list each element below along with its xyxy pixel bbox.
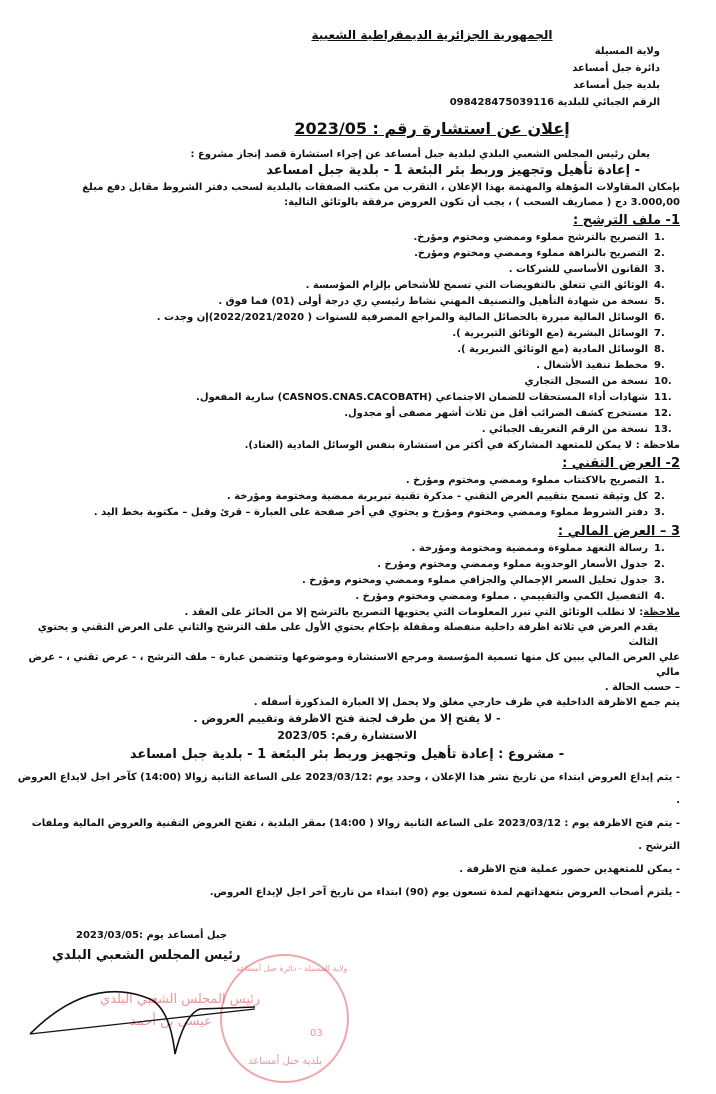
note-text: : لا تطلب الوثائق التي تبرر المعلومات التي يحتويها التصريح بالترشح إلا من الحائز على العقد . bbox=[184, 607, 644, 618]
item-text: التصريح بالترشح مملوء وممضي ومختوم ومؤرخ. bbox=[413, 232, 648, 243]
item-number: 1. bbox=[654, 475, 665, 486]
wilaya-label: ولاية المسيلة bbox=[594, 46, 660, 57]
item-text: الوثائق التي تتعلق بالتفويضات التي تسمح للأشخاص بإلزام المؤسسة . bbox=[305, 280, 648, 291]
signature-block bbox=[0, 924, 716, 1094]
item-number: 3. bbox=[654, 575, 665, 586]
item-text: الوسائل المالية مبررة بالحصائل المالية والمراجع المصرفية للسنوات ( 2022/2021/2020)إن وجدت . bbox=[156, 312, 648, 323]
item-number: 3. bbox=[654, 264, 665, 275]
bullet-opening: - يتم فتح الاظرفة يوم : 2023/03/12 على الساعة الثانية زوالا ( 14:00) بمقر البلدية ، تفتح العروض التقنية والعروض المالية وملفات الترشح . bbox=[31, 818, 680, 852]
paragraph-line-2: 3.000,00 دج ( مصاريف السحب ) ، يجب أن تكون العروض مرفقة بالوثائق التالية: bbox=[284, 197, 680, 208]
item-text: التصريح بالنزاهة مملوء وممضي ومختوم ومؤرخ. bbox=[414, 248, 648, 259]
item-number: 4. bbox=[654, 591, 665, 602]
item-text: الوسائل المادية (مع الوثائق التبريرية ). bbox=[457, 344, 648, 355]
item-text: رسالة التعهد مملوءة وممضية ومختومة ومؤرخة . bbox=[411, 543, 648, 554]
reference-number: الاستشارة رقم: 2023/05 bbox=[277, 729, 417, 742]
item-text: دفتر الشروط مملوء وممضي ومختوم ومؤرخ و يحتوي في أخر صفحة على العبارة – قرئ وقبل – مكتوبة بخط اليد . bbox=[93, 507, 648, 518]
envelope-line-2: علي العرض المالي يبين كل منها تسمية المؤسسة ومرجع الاستشارة وموضوعها وتتضمن عبارة – ملف الترشح ، - عرض تقني ، - عرض مالي bbox=[28, 652, 680, 678]
item-number: 5. bbox=[654, 296, 665, 307]
stamp-name-text: عيسى بن أحمد bbox=[130, 1014, 212, 1029]
item-text: نسخة من الرقم التعريف الجبائي . bbox=[481, 424, 648, 435]
bullet-validity: - يلتزم أصحاب العروض بتعهداتهم لمدة تسعون يوم (90) ابتداء من تاريخ آخر اجل لإيداع العروض. bbox=[209, 887, 680, 898]
section1-heading: 1- ملف الترشح : bbox=[573, 213, 680, 228]
list-item bbox=[14, 557, 680, 573]
list-item bbox=[14, 390, 680, 406]
item-text: جدول الأسعار الوحدوية مملوء وممضي ومختوم ومؤرخ . bbox=[377, 559, 648, 570]
item-number: 1. bbox=[654, 543, 665, 554]
list-item bbox=[14, 374, 680, 390]
item-text: كل وثيقة تسمح بتقييم العرض التقني - مذكرة تقنية تبريرية ممضية ومختومة ومؤرخة . bbox=[226, 491, 648, 502]
item-number: 2. bbox=[654, 491, 665, 502]
envelope-line-3: – حسب الحالة . bbox=[604, 682, 680, 693]
commune-label: بلدية جبل أمساعد bbox=[573, 80, 660, 91]
list-item bbox=[14, 473, 680, 489]
item-number: 2. bbox=[654, 559, 665, 570]
item-text: جدول تحليل السعر الإجمالي والجزافي مملوء وممضي ومختوم ومؤرخ . bbox=[302, 575, 648, 586]
list-item bbox=[14, 422, 680, 438]
stamp-title-text: رئيس المجلس الشعبي البلدي bbox=[100, 992, 261, 1007]
intro-text: يعلن رئيس المجلس الشعبي البلدي لبلدية جبل أمساعد عن إجراء استشارة قصد إنجاز مشروع : bbox=[190, 149, 650, 160]
list-item bbox=[14, 246, 680, 262]
list-item bbox=[14, 541, 680, 557]
section2-heading: 2- العرض التقني : bbox=[562, 456, 680, 471]
note-label: ملاحظة bbox=[643, 607, 680, 618]
list-item bbox=[14, 406, 680, 422]
item-number: 8. bbox=[654, 344, 665, 355]
list-item bbox=[14, 262, 680, 278]
envelope-line-1: يقدم العرض في ثلاثة اظرفة داخلية منفصلة ومقفلة بإحكام يحتوي الأول على ملف الترشح والثاني على العرض التقني و يحتوي الثالث bbox=[37, 622, 658, 648]
item-text: شهادات أداء المستحقات للضمان الاجتماعي (CASNOS.CNAS.CACOBATH) سارية المفعول. bbox=[196, 392, 648, 403]
paragraph-line-1: بإمكان المقاولات المؤهلة والمهتمة بهذا الإعلان ، التقرب من مكتب الصفقات بالبلدية لسحب دفتر الشروط مقابل دفع مبلغ bbox=[82, 182, 680, 193]
item-number: 11. bbox=[654, 392, 672, 403]
item-text: نسخة من السجل التجاري bbox=[524, 376, 648, 387]
stamp-ring-text: ولاية المسيلة - دائرة جبل أمساعد bbox=[236, 964, 348, 973]
item-text: التفصيل الكمي والتقييمي . مملوء وممضي ومختوم ومؤرخ . bbox=[355, 591, 648, 602]
envelope-line-5: - لا يفتح إلا من طرف لجنة فتح الاظرفة وتقييم العروض . bbox=[193, 712, 501, 725]
bullet-attendance: - يمكن للمتعهدين حضور عملية فتح الاظرفة . bbox=[459, 864, 680, 875]
item-text: نسخة من شهادة التأهيل والتصنيف المهني نشاط رئيسي ري درجة أولى (01) فما فوق . bbox=[218, 296, 648, 307]
list-item bbox=[14, 294, 680, 310]
item-number: 12. bbox=[654, 408, 672, 419]
item-number: 9. bbox=[654, 360, 665, 371]
note-2 bbox=[14, 605, 680, 620]
list-item bbox=[14, 230, 680, 246]
list-item bbox=[14, 589, 680, 605]
list-item bbox=[14, 505, 680, 521]
envelope-line-4: يتم جمع الاظرفة الداخلية في ظرف خارجي مغلق ولا يحمل إلا العبارة المذكورة أسفله . bbox=[253, 697, 680, 708]
list-item bbox=[14, 489, 680, 505]
item-text: القانون الأساسي للشركات . bbox=[508, 264, 648, 275]
project-title-2: - مشروع : إعادة تأهيل وتجهيز وربط بئر البئعة 1 - بلدية جبل امساعد bbox=[129, 747, 565, 762]
republic-header: الجمهورية الجزائرية الديمقراطية الشعبية bbox=[311, 28, 553, 42]
item-text: مخطط تنفيذ الأشغال . bbox=[536, 360, 648, 371]
list-item bbox=[14, 358, 680, 374]
item-number: 10. bbox=[654, 376, 672, 387]
section3-heading: 3 – العرض المالي : bbox=[557, 524, 680, 539]
item-number: 3. bbox=[654, 507, 665, 518]
item-number: 2. bbox=[654, 248, 665, 259]
stamp-number: 03 bbox=[310, 1028, 323, 1039]
list-item bbox=[14, 326, 680, 342]
daira-label: دائرة جبل أمساعد bbox=[572, 63, 660, 74]
item-number: 4. bbox=[654, 280, 665, 291]
item-number: 13. bbox=[654, 424, 672, 435]
signature-title: رئيس المجلس الشعبي البلدي bbox=[52, 948, 241, 963]
bullet-deposit: - يتم إيداع العروض ابتداء من تاريخ نشر هذا الإعلان ، وحدد يوم :2023/03/12 على الساعة الثانية زوالا (14:00) كآخر اجل لايداع العروض . bbox=[17, 772, 680, 806]
signature-date: جبل أمساعد يوم :2023/03/05 bbox=[76, 930, 228, 941]
item-text: الوسائل البشرية (مع الوثائق التبريرية ). bbox=[452, 328, 648, 339]
stamp-bottom-text: بلدية جبل أمساعد bbox=[248, 1056, 322, 1067]
page-title: إعلان عن استشارة رقم : 2023/05 bbox=[294, 119, 570, 138]
item-number: 1. bbox=[654, 232, 665, 243]
handwritten-signature bbox=[0, 954, 300, 1074]
list-item bbox=[14, 573, 680, 589]
section1-note: ملاحظة : لا يمكن للمتعهد المشاركة في أكثر من استشارة بنفس الوسائل المادية (العتاد). bbox=[244, 440, 680, 451]
list-item bbox=[14, 342, 680, 358]
list-item bbox=[14, 310, 680, 326]
item-number: 6. bbox=[654, 312, 665, 323]
list-item bbox=[14, 278, 680, 294]
item-text: التصريح بالاكتتاب مملوء وممضي ومختوم ومؤرخ . bbox=[405, 475, 648, 486]
tax-id-label: الرقم الجبائي للبلدية 098428475039116 bbox=[449, 97, 660, 108]
item-number: 7. bbox=[654, 328, 665, 339]
project-title: - إعادة تأهيل وتجهيز وربط بئر البئعة 1 - بلدية جبل امساعد bbox=[266, 163, 640, 178]
item-text: مستخرج كشف الضرائب أقل من ثلاث أشهر مصفى أو مجدول. bbox=[344, 408, 648, 419]
